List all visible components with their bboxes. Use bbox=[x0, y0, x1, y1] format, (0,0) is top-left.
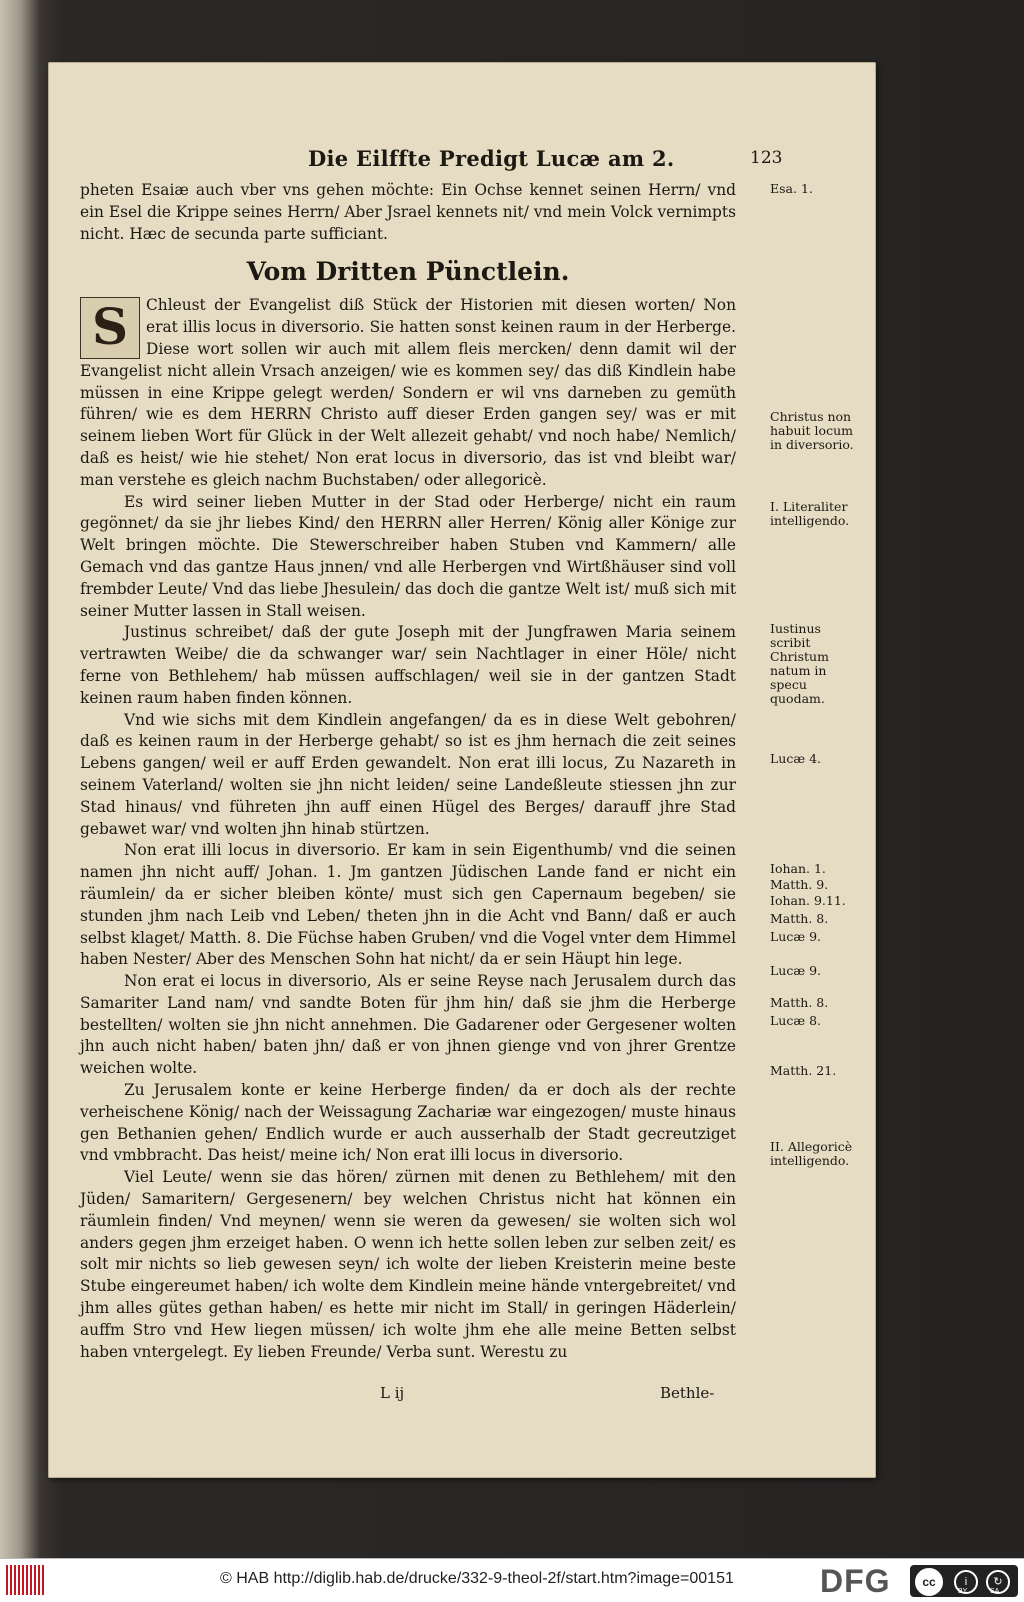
attribution-icon: i bbox=[954, 1570, 978, 1594]
intro-paragraph: pheten Esaiæ auch vber vns gehen möchte: Ein Ochse kennet seinen Herrn/ vnd ein Esel die Krippe seines Herrn/ Aber Jsrael kennets nit/ vnd mein Volck vernimpts nicht. Hæc de secunda parte sufficiant. bbox=[80, 181, 736, 243]
dfg-logo: DFG bbox=[820, 1563, 891, 1599]
margin-note: Iustinus scribit Christum natum in specu quodam. bbox=[770, 621, 829, 706]
running-title: Die Eilffte Predigt Lucæ am 2. bbox=[308, 146, 675, 171]
paragraph-5: Non erat illi locus in diversorio. Er kam in sein Eigenthumb/ vnd die seinen namen jhn nicht auff/ Johan. 1. Jm gantzen Jüdischen Lande fand er nicht ein räumlein/ da er sicher bleiben könte/ must sich gen Capernaum begeben/ sie stunden jhm nach Leib vnd Leben/ theten jhn in die Acht vnd Bann/ daß er auch selbst klaget/ Matth. 8. Die Füchse haben Gruben/ vnd die Vogel vnter dem Himmel haben Nester/ Aber des Menschen Sohn hat nicht/ da er sein Häupt hin lege. bbox=[80, 841, 736, 969]
book-page bbox=[48, 62, 876, 1478]
hab-logo-icon bbox=[6, 1565, 44, 1595]
margin-note: Iohan. 1. bbox=[770, 861, 826, 876]
sa-label: SA bbox=[990, 1588, 1000, 1595]
running-header bbox=[268, 146, 828, 176]
margin-note: Matth. 21. bbox=[770, 1063, 837, 1078]
paragraph-4: Vnd wie sichs mit dem Kindlein angefangen/ da es in diese Welt gebohren/ daß es keinen raum in der Herberge gehabt/ so ist es jhm hernach die zeit seines Lebens gangen/ weil er auff Erden gewandelt. Non erat illi locus, Zu Nazareth in seinem Vaterland/ wolten sie jhn nicht leiden/ seine Landeßleute stiessen jhn zur Stad hinaus/ vnd führeten jhn auff einen Hügel des Berges/ darauff jhre Stad gebawet war/ vnd wolten jhn hinab stürtzen. bbox=[80, 710, 736, 838]
margin-note: Lucæ 4. bbox=[770, 751, 822, 766]
margin-note: Christus non habuit locum in diversorio. bbox=[770, 409, 854, 452]
viewer-footer-bar bbox=[0, 1558, 1024, 1602]
margin-note: Lucæ 9. bbox=[770, 963, 822, 978]
main-text-column bbox=[80, 180, 736, 1363]
signature-mark: L ij bbox=[380, 1384, 405, 1402]
margin-note: Matth. 9. bbox=[770, 877, 829, 892]
paragraph-3: Justinus schreibet/ daß der gute Joseph mit der Jungfrawen Maria seinem vertrawten Weibe/ die da schwanger war/ sein Nachtlager in einer Höle/ nicht ferne von Bethlehem/ hab müssen auffschlagen/ weil sie in der gantzen Stadt keinen raum haben finden können. bbox=[80, 623, 736, 707]
section-heading: Vom Dritten Pünctlein. bbox=[246, 257, 570, 287]
cc-license-badge[interactable] bbox=[910, 1565, 1018, 1597]
margin-note: Lucæ 9. bbox=[770, 929, 822, 944]
paragraph-with-initial bbox=[80, 295, 736, 491]
paragraph-7: Zu Jerusalem konte er keine Herberge finden/ da er doch als der rechte verheischene König/ nach der Weissagung Zachariæ war eingezogen/ muste hinaus gen Bethanien gehen/ Endlich wurde er auch ausserhalb der Stadt gecreutziget vnd vmbbracht. Das heist/ meine ich/ Non erat illi locus in diversorio. bbox=[80, 1081, 736, 1165]
margin-note: Matth. 8. bbox=[770, 995, 829, 1010]
margin-note: II. Allegoricè intelligendo. bbox=[770, 1139, 853, 1168]
decorated-initial: S bbox=[80, 297, 140, 359]
paragraph-8: Viel Leute/ wenn sie das hören/ zürnen mit denen zu Bethlehem/ mit den Jüden/ Samaritern/ Gergesenern/ bey welchen Christus nicht hat können ein räumlein finden/ Vnd meynen/ wenn sie weren da gewesen/ sie wolten sich wol anders gegen jhm erzeiget haben. O wenn ich hette sollen leben zur selben zeit/ es solt mir nichts so lieb gewesen seyn/ ich wolte der lieben Kreisterin meine beste Stube eingereumet haben/ ich wolte dem Kindlein meine hände vntergebreitet/ vnd jhm alles gütes gethan haben/ es hette mir nicht im Stall/ in geringen Häderlein/ auffm Stro vnd Hew liegen müssen/ ich wolte jhm ehe alle meine Betten selbst haben vntergelegt. Ey lieben Freunde/ Verba sunt. Werestu zu bbox=[80, 1168, 736, 1361]
margin-notes bbox=[770, 62, 870, 1462]
margin-note: Matth. 8. bbox=[770, 911, 829, 926]
cc-icon: cc bbox=[915, 1568, 943, 1596]
margin-note: Esa. 1. bbox=[770, 181, 813, 196]
page-foot bbox=[80, 1384, 736, 1404]
share-alike-icon: ↻ bbox=[986, 1570, 1010, 1594]
paragraph-6: Non erat ei locus in diversorio, Als er seine Reyse nach Jerusalem durch das Samariter Land nam/ vnd sandte Boten für jhm hin/ daß sie jhm die Herberge bestellten/ wolten sie jhn nicht annehmen. Die Gadarener oder Gergesener wolten jhn auch nicht haben/ baten jhn/ daß er von jhnen gienge vnd von jhrer Grentze weichen wolte. bbox=[80, 972, 736, 1078]
margin-note: Iohan. 9.11. bbox=[770, 893, 846, 908]
page-number: 123 bbox=[750, 148, 783, 168]
catchword: Bethle- bbox=[660, 1384, 715, 1402]
margin-note: I. Literaliter intelligendo. bbox=[770, 499, 850, 528]
paragraph-2: Es wird seiner lieben Mutter in der Stad oder Herberge/ nicht ein raum gegönnet/ da sie jhr liebes Kind/ den HERRN aller Herren/ König aller Könige zur Welt bringen möchte. Die Stewerschreiber haben Stuben vnd Kammern/ alle Gemach vnd das gantze Haus jnnen/ vnd alle Herbergen vnd Wirtßhäuser sind voll frembder Leute/ Vnd das liebe Jhesulein/ das doch die gantze Welt ist/ muß sich mit seiner Mutter lassen in Stall weisen. bbox=[80, 492, 736, 620]
paragraph-1: Chleust der Evangelist diß Stück der Historien mit diesen worten/ Non erat illis locus in diversorio. Sie hatten sonst keinen raum in der Herberge. Diese wort sollen wir auch mit allem fleis mercken/ denn damit wil der Evangelist nicht allein Vrsach anzeigen/ wie es kommen sey/ das diß Kindlein habe müssen in eine Krippe gelegt werden/ Sondern er wil vns darneben zu gemüth führen/ wie es dem HERRN Christo auff dieser Erden gangen sey/ was er mit seinem lieben Wort für Glück in der Welt allezeit gehabt/ vnd noch habe/ Nemlich/ daß es heist/ wie hie stehet/ Non erat locus in diversorio, das ist vnd bleibt war/ man verstehe es gleich nachm Buchstaben/ oder allegoricè. bbox=[80, 296, 736, 489]
source-url-link[interactable]: © HAB http://diglib.hab.de/drucke/332-9-theol-2f/start.htm?image=00151 bbox=[220, 1570, 734, 1587]
by-label: BY bbox=[958, 1588, 968, 1595]
margin-note: Lucæ 8. bbox=[770, 1013, 822, 1028]
